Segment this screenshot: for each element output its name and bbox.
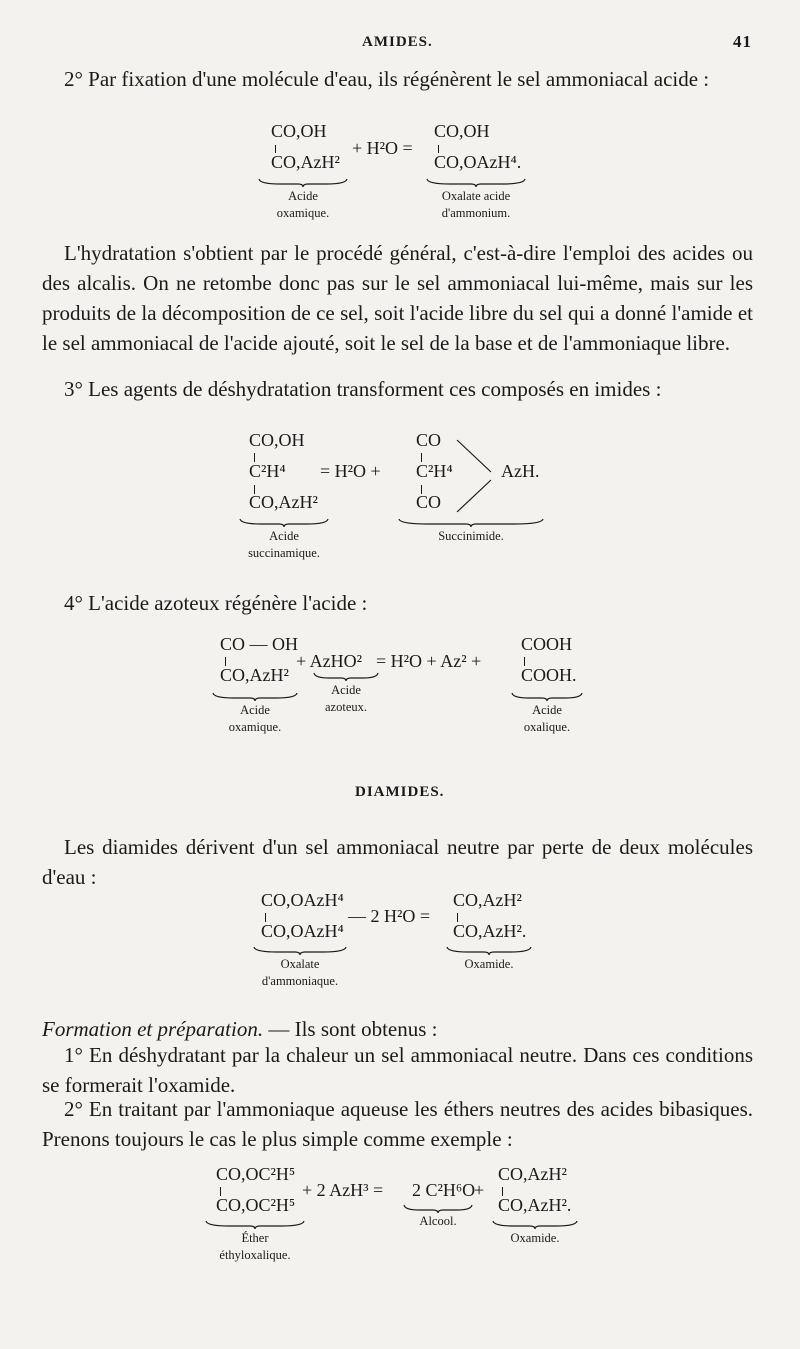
- eq4-left-1: CO,OAzH⁴: [261, 890, 344, 910]
- formation-title: Formation et préparation.: [42, 1017, 264, 1041]
- eq3-right-label: Acide oxalique.: [523, 703, 571, 734]
- eq3-operator-1: + AzHO²: [296, 651, 363, 671]
- eq1-right-top: CO,OH: [434, 121, 490, 141]
- paragraph-diamides-intro: Les diamides dérivent d'un sel ammoniacal neutre par perte de deux molécules d'eau :: [42, 835, 753, 889]
- eq1-right-bottom: CO,OAzH⁴.: [434, 152, 522, 172]
- eq2-azh: AzH.: [501, 461, 540, 481]
- eq5-right-label: Oxamide.: [510, 1231, 560, 1245]
- eq2-right-2: C²H⁴: [416, 461, 453, 481]
- eq5-right-brace: [492, 1220, 578, 1230]
- eq2-operator: = H²O +: [320, 461, 381, 481]
- eq4-left-label: Oxalate d'ammoniaque.: [261, 957, 339, 988]
- eq1-left-brace: [258, 178, 348, 188]
- eq4-left-brace: [253, 946, 347, 956]
- eq2-left-3: CO,AzH²: [249, 492, 318, 512]
- eq1-right-label: Oxalate acide d'ammonium.: [441, 189, 511, 220]
- eq2-left-1: CO,OH: [249, 430, 305, 450]
- eq1-operator: + H²O =: [352, 138, 413, 158]
- eq4-right-label: Oxamide.: [464, 957, 514, 971]
- paragraph-2: 2° Par fixation d'une molécule d'eau, ils régénèrent le sel ammoniacal acide :: [64, 67, 710, 91]
- eq5-right-1: CO,AzH²: [498, 1164, 567, 1184]
- eq2-right-label: Succinimide.: [438, 529, 504, 543]
- eq2-imide-bonds: [455, 436, 503, 516]
- paragraph-formation-1: 1° En déshydratant par la chaleur un sel ammoniacal neutre. Dans ces conditions se formerait l'oxamide.: [42, 1043, 753, 1097]
- eq2-left-2: C²H⁴: [249, 461, 286, 481]
- eq3-mid-brace: [313, 672, 379, 682]
- eq4-right-2: CO,AzH².: [453, 921, 527, 941]
- eq5-mid-label: Alcool.: [419, 1214, 457, 1228]
- eq4-left-2: CO,OAzH⁴: [261, 921, 344, 941]
- eq5-mid: 2 C²H⁶O: [412, 1180, 476, 1200]
- eq5-left-brace: [205, 1220, 305, 1230]
- eq4-right-brace: [446, 946, 532, 956]
- eq3-right-1: COOH: [521, 634, 573, 654]
- paragraph-3: 3° Les agents de déshydratation transforment ces composés en imides :: [64, 377, 662, 401]
- eq5-left-2: CO,OC²H⁵: [216, 1195, 296, 1215]
- page-number: 41: [733, 32, 752, 51]
- eq2-right-brace: [398, 518, 544, 528]
- eq3-right-brace: [511, 692, 583, 702]
- eq1-left-top: CO,OH: [271, 121, 327, 141]
- eq3-left-brace: [212, 692, 298, 702]
- eq3-left-1: CO — OH: [220, 634, 299, 654]
- eq3-operator-2: = H²O + Az² +: [376, 651, 482, 671]
- eq2-left-brace: [239, 518, 329, 528]
- eq1-left-bottom: CO,AzH²: [271, 152, 340, 172]
- eq5-left-label: Éther éthyloxalique.: [219, 1231, 291, 1262]
- eq2-left-label: Acide succinamique.: [248, 529, 320, 560]
- eq3-left-2: CO,AzH²: [220, 665, 289, 685]
- eq5-operator-2: +: [474, 1180, 485, 1200]
- paragraph-4: 4° L'acide azoteux régénère l'acide :: [64, 591, 368, 615]
- running-header: AMIDES.: [362, 34, 433, 50]
- paragraph-hydration: L'hydratation s'obtient par le procédé général, c'est-à-dire l'emploi des acides ou des alcalis. On ne retombe donc pas sur le sel ammoniacal lui-même, mais sur les produits de la décomposition de ce sel, soit l'acide libre du sel qui a donné l'amide et le sel ammoniacal de l'acide ajouté, soit le sel de la base et de l'ammoniaque libre.: [42, 241, 753, 355]
- eq2-right-1: CO: [416, 430, 442, 450]
- paragraph-formation-2: 2° En traitant par l'ammoniaque aqueuse les éthers neutres des acides bibasiques. Prenons toujours le cas le plus simple comme exemple :: [42, 1097, 753, 1151]
- eq5-left-1: CO,OC²H⁵: [216, 1164, 296, 1184]
- eq5-operator-1: + 2 AzH³ =: [302, 1180, 384, 1200]
- eq1-right-brace: [426, 178, 526, 188]
- eq3-right-2: COOH.: [521, 665, 577, 685]
- eq5-right-2: CO,AzH².: [498, 1195, 572, 1215]
- diamides-heading: DIAMIDES.: [355, 784, 445, 800]
- eq4-right-1: CO,AzH²: [453, 890, 522, 910]
- eq3-mid-label: Acide azoteux.: [325, 683, 367, 714]
- eq2-right-3: CO: [416, 492, 442, 512]
- formation-rest: — Ils sont obtenus :: [263, 1017, 438, 1041]
- eq3-left-label: Acide oxamique.: [228, 703, 282, 734]
- eq1-left-label: Acide oxamique.: [276, 189, 330, 220]
- eq4-operator: — 2 H²O =: [348, 906, 431, 926]
